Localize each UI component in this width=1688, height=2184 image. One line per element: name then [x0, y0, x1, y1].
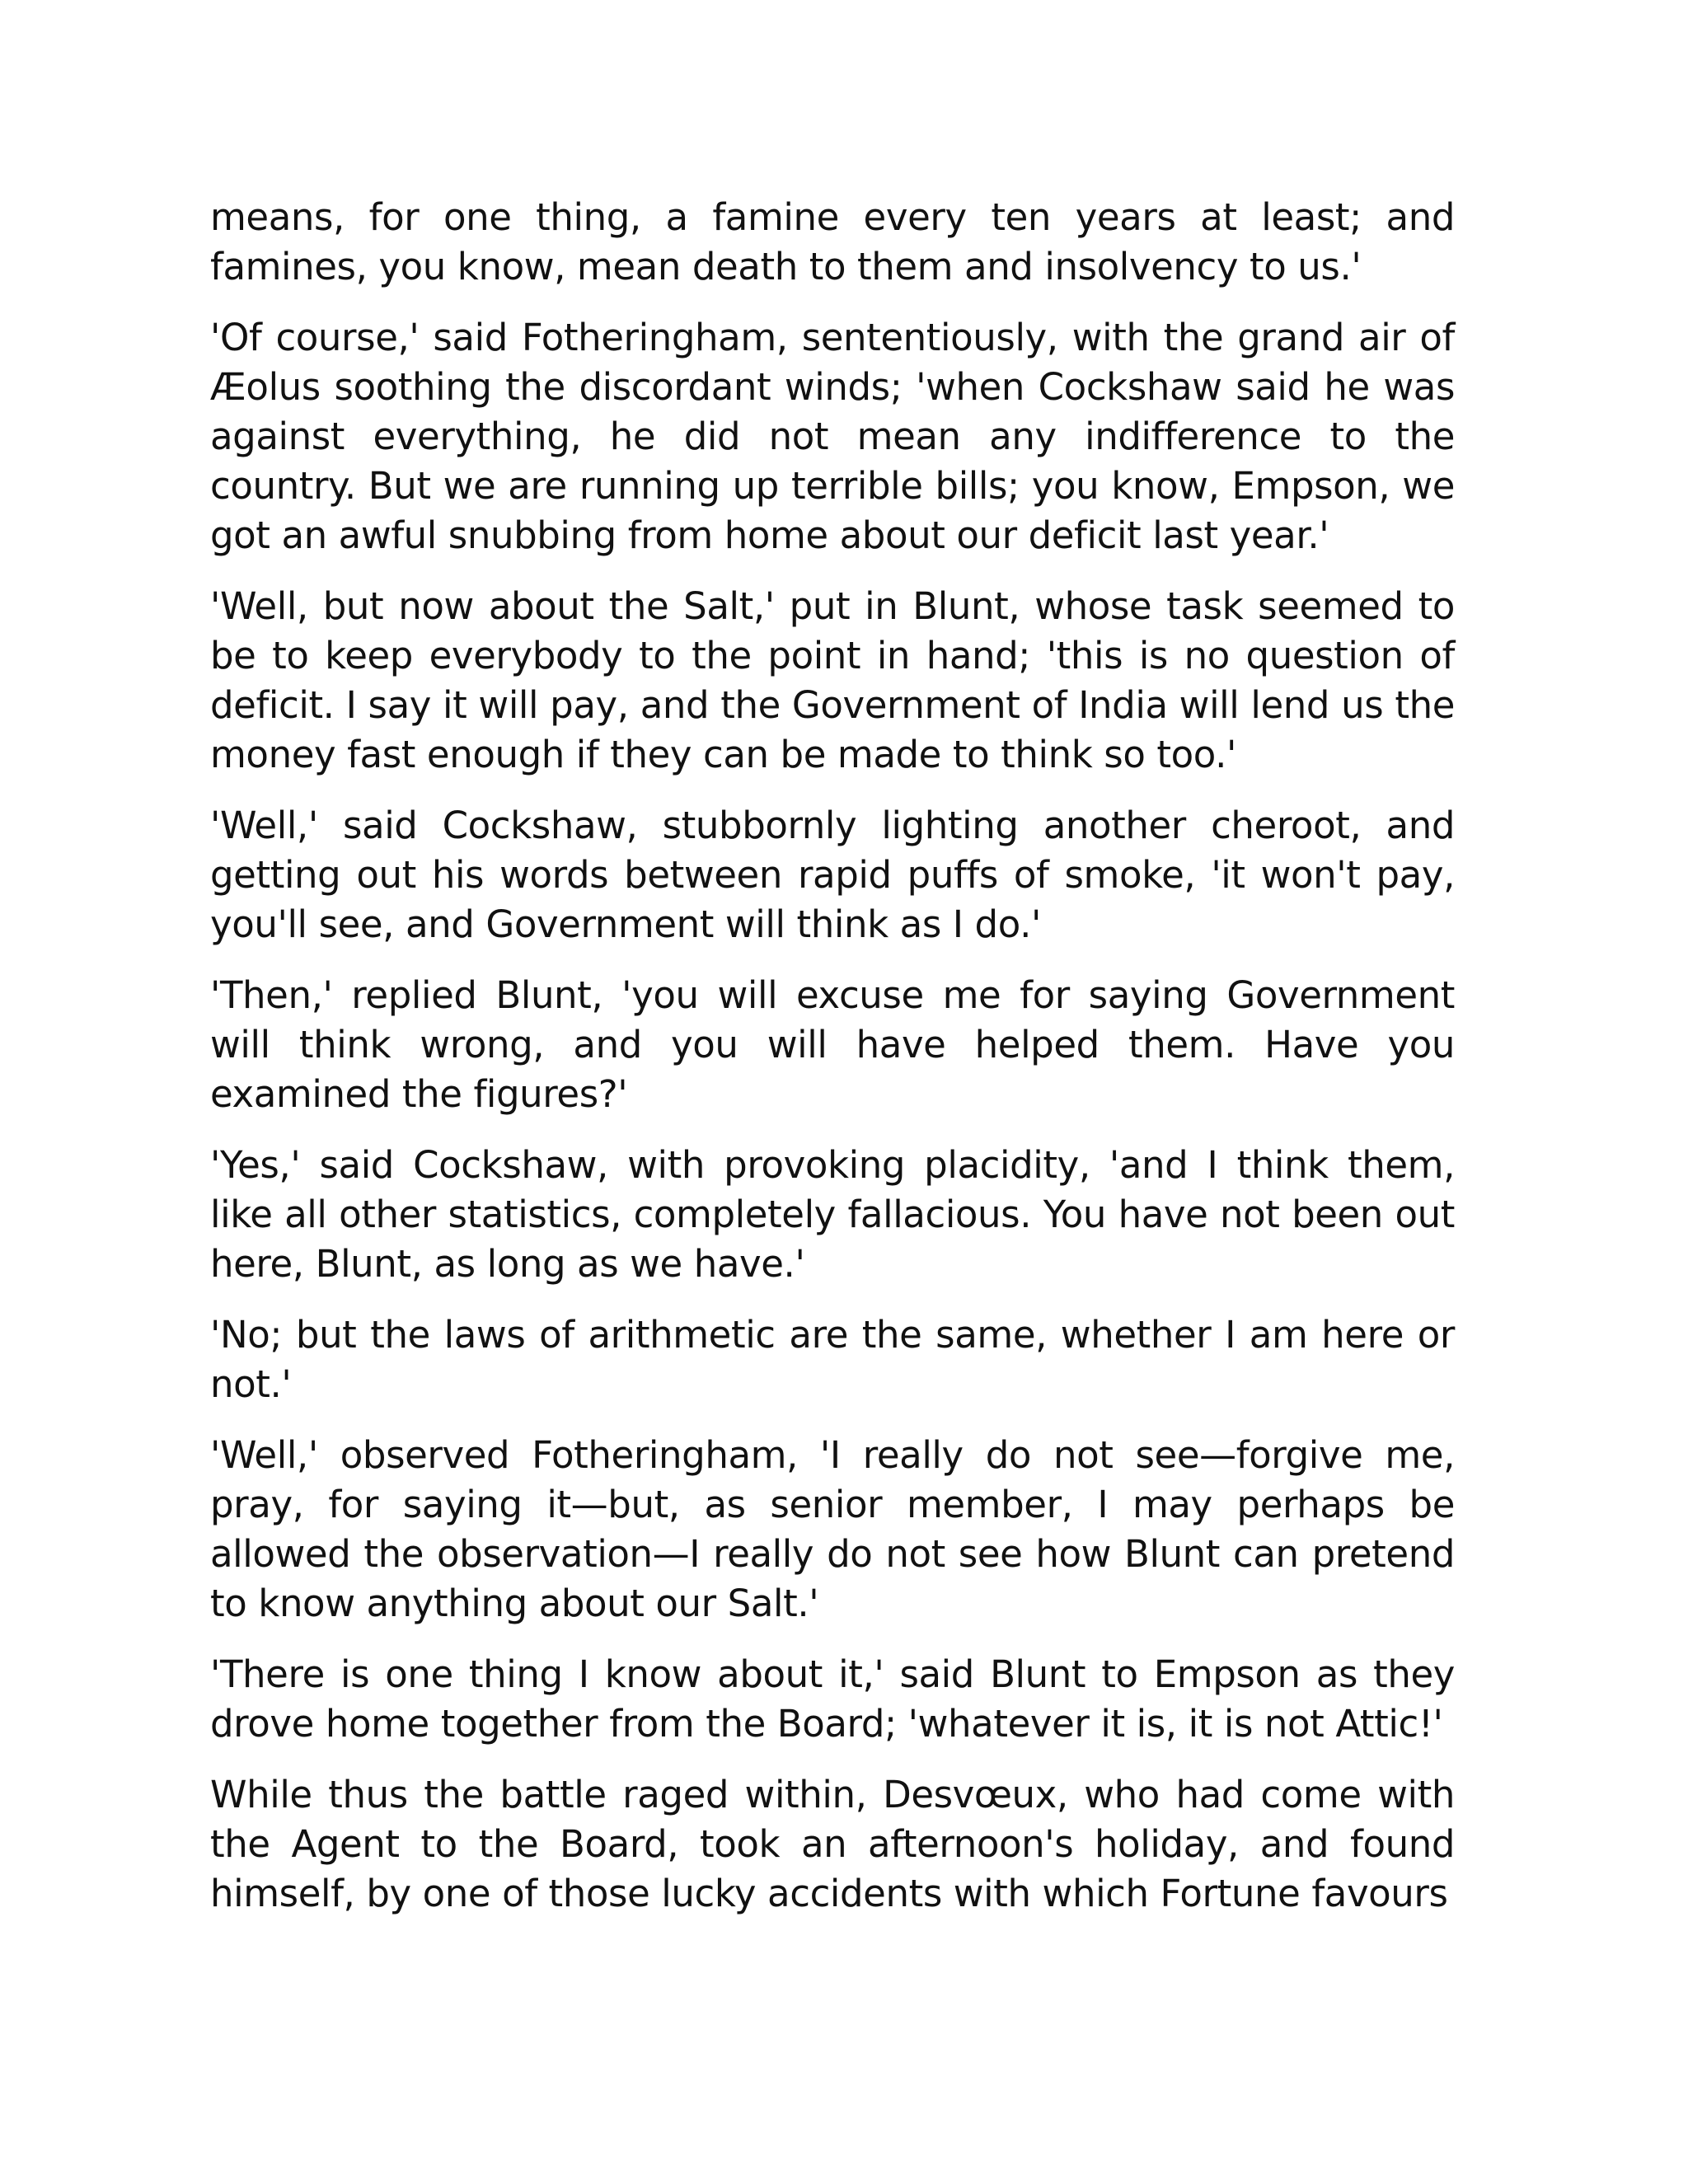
paragraph: 'Then,' replied Blunt, 'you will excuse me for saying Government will think wrong, and you will have helped them. Have you examined the figures?': [210, 973, 1455, 1116]
page-body: [210, 193, 1455, 1940]
paragraph: While thus the battle raged within, Desvœux, who had come with the Agent to the Board, took an afternoon's holiday, and found himself, by one of those lucky accidents with which Fortune favours: [210, 1773, 1455, 1915]
paragraph: 'There is one thing I know about it,' said Blunt to Empson as they drove home together from the Board; 'whatever it is, it is not Attic!': [210, 1652, 1455, 1746]
paragraph: 'No; but the laws of arithmetic are the same, whether I am here or not.': [210, 1313, 1455, 1406]
paragraph: 'Of course,' said Fotheringham, sententiously, with the grand air of Æolus soothing the discordant winds; 'when Cockshaw said he was against everything, he did not mean any indifference to the country. But we are running up terrible bills; you know, Empson, we got an awful snubbing from home about our deficit last year.': [210, 316, 1455, 557]
paragraph: 'Well,' said Cockshaw, stubbornly lighting another cheroot, and getting out his words between rapid puffs of smoke, 'it won't pay, you'll see, and Government will think as I do.': [210, 804, 1455, 946]
paragraph: 'Well, but now about the Salt,' put in Blunt, whose task seemed to be to keep everybody to the point in hand; 'this is no question of deficit. I say it will pay, and the Government of India will lend us the money fast enough if they can be made to think so too.': [210, 584, 1455, 776]
paragraph: means, for one thing, a famine every ten years at least; and famines, you know, mean death to them and insolvency to us.': [210, 195, 1455, 288]
paragraph: 'Yes,' said Cockshaw, with provoking placidity, 'and I think them, like all other statistics, completely fallacious. You have not been out here, Blunt, as long as we have.': [210, 1143, 1455, 1286]
paragraph: 'Well,' observed Fotheringham, 'I really do not see—forgive me, pray, for saying it—but, as senior member, I may perhaps be allowed the observation—I really do not see how Blunt can pretend to know anything about our Salt.': [210, 1433, 1455, 1625]
